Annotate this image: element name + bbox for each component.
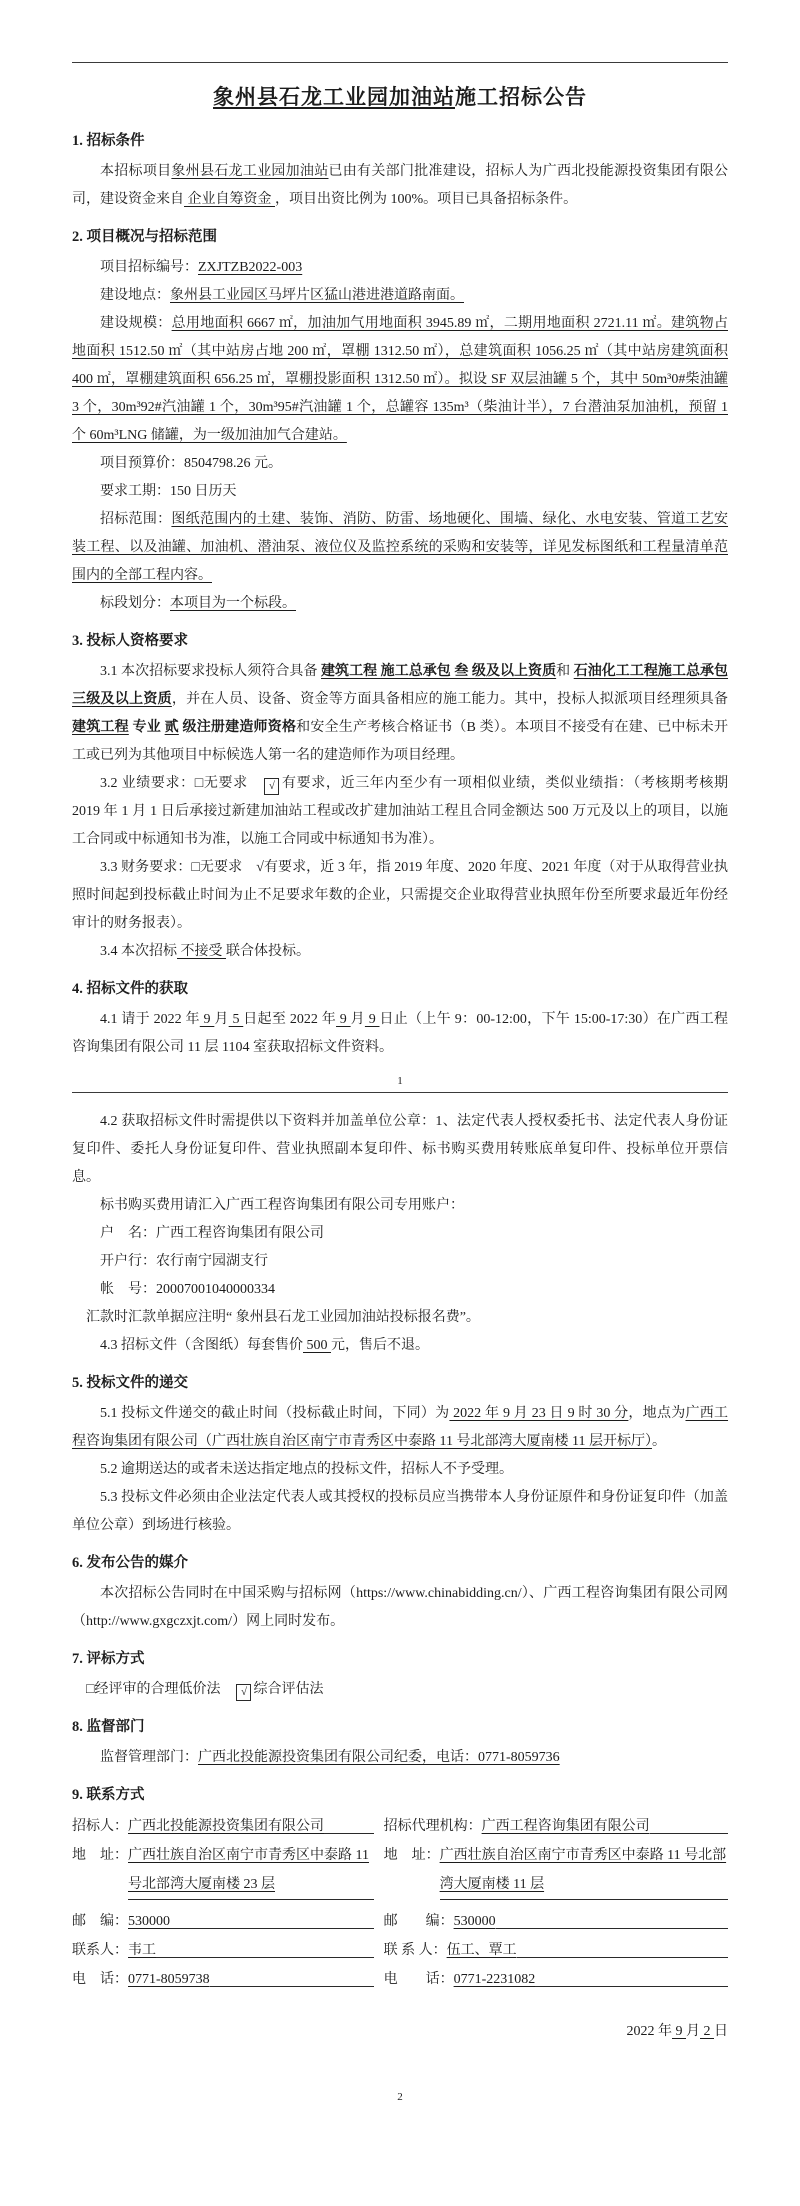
paragraph [72,1484,728,1540]
paragraph [72,310,728,450]
contact-table [72,1812,728,1994]
text-segment: 3.2 业绩要求：□无要求 [100,776,263,791]
text-segment: ，并在人员、设备、资金等方面具备相应的施工能力。其中，投标人拟派项目经理须具备 [171,692,729,707]
contact-row [72,1812,728,1841]
doc-title [72,80,728,114]
paragraph [72,938,728,966]
underline-fill [324,1812,374,1834]
paragraph [72,1676,728,1704]
paragraph [72,1248,728,1276]
text-segment: 5.1 投标文件递交的截止时间（投标截止时间，下同）为 [100,1406,450,1421]
underline-fill [128,1899,374,1900]
text-segment: 9 [336,1012,351,1027]
text-segment: 日止（上午 9：00-12:00，下午 15:00-17:30）在广西工程咨询集团有限公司 11 层 1104 室获取招标文件资料。 [72,1012,729,1055]
text-segment: 图纸范围内的土建、装饰、消防、防雷、场地硬化、围墙、绿化、水电安装、管道工艺安装工程、以及油罐、加油机、潜油泵、液位仪及监控系统的采购和安装等，详见发标图纸和工程量清单范围内的全部工程内容。 [72,512,729,583]
checkbox-checked-icon: √ [236,1684,251,1701]
text-segment: 施工招标公告 [455,85,587,109]
paragraph [72,1304,728,1332]
text-segment: 9 [672,2024,686,2039]
underline-fill [517,1936,728,1958]
text-segment: 汇款时汇款单据应注明“ 象州县石龙工业园加油站投标报名费”。 [86,1310,480,1325]
page-divider [72,62,728,63]
paragraph [72,1108,728,1192]
text-segment: 5.2 逾期送达的或者未送达指定地点的投标文件，招标人不予受理。 [100,1462,513,1477]
contact-label: 电 话： [72,1972,128,1987]
contact-value: 530000 [128,1914,170,1929]
text-segment: 专业 [132,720,161,735]
document-page [0,62,800,2104]
text-segment: 4. 招标文件的获取 [72,981,188,997]
text-segment: 5. 投标文件的递交 [72,1375,188,1391]
text-segment: 7. 评标方式 [72,1651,145,1667]
paragraph [72,1006,728,1062]
text-segment: 月 [214,1012,229,1027]
page-number [72,1074,728,1088]
text-segment: 本招标项目 [100,164,172,179]
text-segment: ，地点为 [628,1406,686,1421]
underline-fill [170,1907,374,1929]
contact-label: 地 址： [383,1848,440,1863]
text-segment: 5 [228,1012,244,1027]
contact-value: 伍工、覃工 [446,1943,517,1958]
text-segment: 日 [714,2024,728,2039]
text-segment: 4.1 请于 2022 年 [100,1012,200,1027]
text-segment: 3.1 本次招标要求投标人须符合具备 [100,664,322,679]
text-segment: 建筑工程 [72,720,129,735]
contact-label: 联系人： [72,1943,128,1958]
paragraph [72,658,728,770]
section-heading [72,127,728,155]
text-segment: 月 [686,2024,700,2039]
paragraph [72,158,728,214]
paragraph [72,1744,728,1772]
paragraph [72,1276,728,1304]
text-segment: 3. 投标人资格要求 [72,633,188,649]
underline-fill [650,1812,728,1834]
text-segment: 总用地面积 6667 ㎡，加油加气用地面积 3945.89 ㎡，二期用地面积 2721.11 ㎡。建筑物占地面积 1512.50 ㎡（其中站房占地 200 ㎡，罩棚 1312.50 ㎡），总建筑面积 1056.25 ㎡（其中站房建筑面积 400 ㎡，罩棚建筑面积 656.25 ㎡，罩棚投影面积 1312.50 ㎡）。拟设 SF 双层油罐 5 个，其中 50m³0#柴油罐 3 个，30m³92#汽油罐 1 个，30m³95#汽油罐 1 个，总罐容 135m³（柴油计半），7 台潜油泵加油机，预留 1 个 60m³LNG 储罐，为一级加油加气合建站。 [72,316,728,443]
text-segment: ，项目出资比例为 100%。项目已具备招标条件。 [275,192,578,207]
contact-cell [384,1841,728,1907]
text-segment: 5.3 投标文件必须由企业法定代表人或其授权的投标员应当携带本人身份证原件和身份证复印件（加盖单位公章）到场进行核验。 [72,1490,728,1533]
text-segment: 1. 招标条件 [72,133,145,149]
text-segment: 2. 项目概况与招标范围 [72,229,217,245]
contact-label: 招标人： [72,1819,128,1834]
paragraph [72,1580,728,1636]
contact-cell [72,1936,384,1965]
text-segment: 标段划分： [100,596,170,611]
section-heading [72,975,728,1003]
underline-fill [210,1965,374,1987]
contact-row [72,1936,728,1965]
section-heading [72,1781,728,1809]
date-line [72,2018,728,2046]
contact-cell [384,1936,728,1965]
contact-row [72,1841,728,1907]
text-segment: 象州县石龙工业园加油站 [213,85,455,109]
text-segment: 建设地点： [100,288,170,303]
paragraph [72,506,728,590]
text-segment: 户 名：广西工程咨询集团有限公司 [100,1226,324,1241]
contact-label: 电 话： [383,1972,454,1987]
paragraph [72,770,728,854]
paragraph [72,1332,728,1360]
contact-cell [72,1907,384,1936]
text-segment: 建设规模： [100,316,172,331]
text-segment: 综合评估法 [253,1682,324,1697]
text-segment: 帐 号：20007001040000334 [100,1282,275,1297]
text-segment: 9. 联系方式 [72,1787,145,1803]
text-segment: 象州县工业园区马坪片区猛山港进港道路南面。 [170,288,464,303]
text-segment: 和 [556,664,574,679]
text-segment: 本项目为一个标段。 [170,596,296,611]
contact-label: 联 系 人： [383,1943,447,1958]
text-segment: 和安全生产考核合格证书（B 类）。本项目不接受有在建、已中标未开工或已列为其他项目中标候选人第一名的建造师作为项目经理。 [72,720,729,763]
text-segment: 日起至 2022 年 [243,1012,337,1027]
text-segment: 4.2 获取招标文件时需提供以下资料并加盖单位公章：1、法定代表人授权委托书、法定代表人身份证复印件、委托人身份证复印件、营业执照副本复印件、标书购买费用转账底单复印件、投标单位开票信息。 [72,1114,728,1185]
text-segment: 元，售后不退。 [331,1338,429,1353]
section-heading [72,1369,728,1397]
text-segment: 有要求，近三年内至少有一项相似业绩，类似业绩指：（考核期考核期 2019 年 1 月 1 日后承接过新建加油站工程或改扩建加油站工程且合同金额达 500 万元及以上的项目，以施工合同或中标通知书为准，以施工合同或中标通知书为准）。 [72,776,728,847]
text-segment: 项目预算价：8504798.26 元。 [100,456,282,471]
text-segment: 招标范围： [100,512,172,527]
section-heading [72,627,728,655]
text-segment: 月 [350,1012,365,1027]
text-segment: 标书购买费用请汇入广西工程咨询集团有限公司专用账户： [100,1198,464,1213]
contact-value: 广西壮族自治区南宁市青秀区中泰路 11 号北部湾大厦南楼 23 层 [128,1848,369,1892]
text-segment: 3.3 财务要求：□无要求 √有要求，近 3 年，指 2019 年度、2020 年度、2021 年度（对于从取得营业执照时间起到投标截止时间为止不足要求年数的企业，只需提交企业取得营业执照年份至所要求最近年份经审计的财务报表）。 [72,860,728,931]
text-segment: 4.3 招标文件（含图纸）每套售价 [100,1338,303,1353]
text-segment: 8. 监督部门 [72,1719,145,1735]
contact-cell [72,1965,384,1994]
contact-value: 韦工 [128,1943,156,1958]
text-segment: 级注册建造师资格 [182,720,297,735]
text-segment: 联合体投标。 [226,944,310,959]
paragraph [72,254,728,282]
contact-value: 广西北投能源投资集团有限公司 [128,1819,324,1834]
contact-value: 530000 [453,1914,496,1929]
text-segment: 500 [303,1338,331,1353]
text-segment: 本次招标公告同时在中国采购与招标网（https://www.chinabidding.cn/）、广西工程咨询集团有限公司网（http://www.gxgczxjt.com/）网上同时发布。 [72,1586,728,1629]
contact-value: 0771-8059738 [128,1972,210,1987]
text-segment: 企业自筹资金 [184,192,275,207]
text-segment: 3.4 本次招标 [100,944,177,959]
text-segment: 9 [199,1012,215,1027]
contact-row [72,1907,728,1936]
contact-value: 0771-2231082 [453,1972,536,1987]
text-segment: 贰 [164,720,179,735]
text-segment: 1 [397,1075,403,1087]
text-segment: 6. 发布公告的媒介 [72,1555,188,1571]
text-segment: 广西北投能源投资集团有限公司纪委，电话：0771-8059736 [198,1750,560,1765]
paragraph [72,478,728,506]
paragraph [72,1192,728,1220]
underline-fill [156,1936,374,1958]
section-heading [72,223,728,251]
text-segment: 要求工期：150 日历天 [100,484,237,499]
text-segment: 已由有关部门批准建设，招标人为广西北投能源投资集团有限公司，建设资金来自 [72,164,729,207]
underline-fill [535,1965,728,1987]
paragraph [72,590,728,618]
text-segment: ZXJTZB2022-003 [198,260,303,275]
text-segment: 2 [397,2091,403,2103]
text-segment: 开户行：农行南宁园湖支行 [100,1254,268,1269]
paragraph [72,282,728,310]
section-heading [72,1645,728,1673]
text-segment: 2022 年 [626,2024,672,2039]
contact-value: 广西壮族自治区南宁市青秀区中泰路 11 号北部湾大厦南楼 11 层 [439,1848,727,1892]
text-segment: 建筑工程 施工总承包 叁 级及以上资质 [321,664,557,679]
text-segment: 2022 年 9 月 23 日 9 时 30 分 [449,1406,629,1421]
underline-fill [496,1907,728,1929]
paragraph [72,1220,728,1248]
text-segment: 不接受 [177,944,226,959]
text-segment: 2 [700,2024,714,2039]
contact-cell [384,1812,728,1841]
section-heading [72,1549,728,1577]
contact-cell [384,1907,728,1936]
paragraph [72,1456,728,1484]
paragraph [72,450,728,478]
checkbox-checked-icon: √ [264,778,279,795]
section-heading [72,1713,728,1741]
text-segment: 。 [651,1434,666,1449]
text-segment: □经评审的合理低价法 [86,1682,235,1697]
paragraph [72,854,728,938]
contact-cell [72,1841,384,1907]
contact-cell [384,1965,728,1994]
text-segment: 石油化工工程施工总承包三级及以上资质 [72,664,729,707]
text-segment: 象州县石龙工业园加油站 [171,164,329,179]
text-segment: 项目招标编号： [100,260,198,275]
contact-label: 招标代理机构： [383,1819,482,1834]
text-segment: 广西工程咨询集团有限公司（广西壮族自治区南宁市青秀区中泰路 11 号北部湾大厦南楼 11 层开标厅） [72,1406,729,1449]
contact-label: 邮 编： [72,1914,128,1929]
contact-label: 地 址： [72,1848,128,1863]
page-number [72,2090,728,2104]
contact-cell [72,1812,384,1841]
text-segment: 监督管理部门： [100,1750,198,1765]
text-segment: 9 [364,1012,380,1027]
paragraph [72,1400,728,1456]
contact-value: 广西工程咨询集团有限公司 [481,1819,650,1834]
page-divider [72,1092,728,1093]
contact-row [72,1965,728,1994]
contact-label: 邮 编： [383,1914,454,1929]
underline-fill [440,1899,728,1900]
